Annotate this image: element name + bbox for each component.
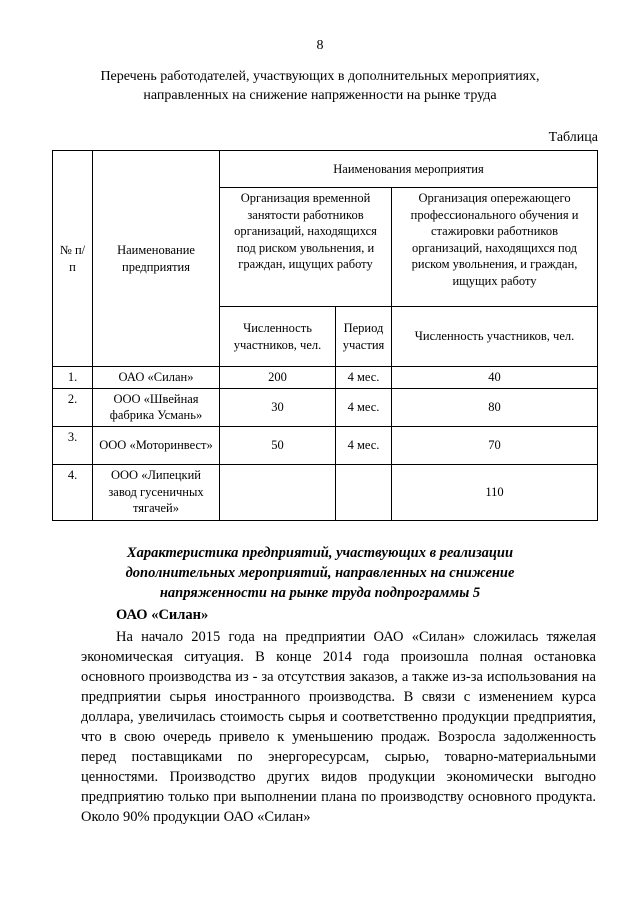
row-enterprise: ООО «Липецкий завод гусеничных тягачей» [93,464,220,520]
row-period: 4 мес. [336,426,392,464]
table-row [53,367,598,389]
table-row [53,464,598,520]
row-count-1: 30 [220,388,336,426]
document-title [60,67,580,105]
row-count-2: 110 [392,464,598,520]
title-line-2: направленных на снижение напряженности на рынке труда [143,88,497,103]
employers-table [52,150,598,521]
title-line-1: Перечень работодателей, участвующих в дополнительных мероприятиях, [100,69,540,84]
section-heading-line-3: напряженности на рынке труда подпрограммы 5 [159,585,481,601]
row-count-2: 70 [392,426,598,464]
header-period: Период участия [336,307,392,367]
table-row [53,426,598,464]
row-period: 4 мес. [336,388,392,426]
header-participants-count-2: Численность участников, чел. [392,307,598,367]
section-heading [100,543,540,603]
row-number: 2. [53,388,93,426]
section-heading-line-2: дополнительных мероприятий, направленных на снижение [125,565,515,581]
row-count-1 [220,464,336,520]
header-number: № п/п [53,151,93,367]
row-count-2: 80 [392,388,598,426]
section-heading-line-1: Характеристика предприятий, участвующих в реализации [126,545,514,561]
table-row [53,388,598,426]
header-activities: Наименования мероприятия [220,151,598,188]
company-heading: ОАО «Силан» [116,607,209,623]
header-enterprise: Наименование предприятия [93,151,220,367]
row-count-1: 50 [220,426,336,464]
header-participants-count-1: Численность участников, чел. [220,307,336,367]
row-period: 4 мес. [336,367,392,389]
row-enterprise: ОАО «Силан» [93,367,220,389]
header-advanced-training: Организация опережающего профессионального обучения и стажировки работников организаций, находящихся под риском увольнения, и граждан, ищущих работу [392,188,598,307]
row-count-2: 40 [392,367,598,389]
row-enterprise: ООО «Швейная фабрика Усмань» [93,388,220,426]
page-number: 8 [316,38,324,53]
row-period [336,464,392,520]
row-number: 3. [53,426,93,464]
row-count-1: 200 [220,367,336,389]
table-caption: Таблица [548,130,598,145]
row-number: 1. [53,367,93,389]
row-enterprise: ООО «Моторинвест» [93,426,220,464]
row-number: 4. [53,464,93,520]
header-temporary-employment: Организация временной занятости работников организаций, находящихся под риском увольнения, и граждан, ищущих работу [220,188,392,307]
body-paragraph: На начало 2015 года на предприятии ОАО «Силан» сложилась тяжелая экономическая ситуация. В конце 2014 года произошла полная остановка основного производства из - за отсутствия заказов, а также из-за использования на предприятии сырья иностранного производства. В связи с изменением курса доллара, увеличилась стоимость сырья и соответственно продукции предприятия, что в свою очередь привело к уменьшению продаж. Возросла задолженность перед поставщиками по энергоресурсам, сырью, товарно-материальными ценностями. Производство других видов продукции экономически выгодно предприятию только при выполнении плана по производству основного продукта. Около 90% продукции ОАО «Силан» [81,629,596,825]
